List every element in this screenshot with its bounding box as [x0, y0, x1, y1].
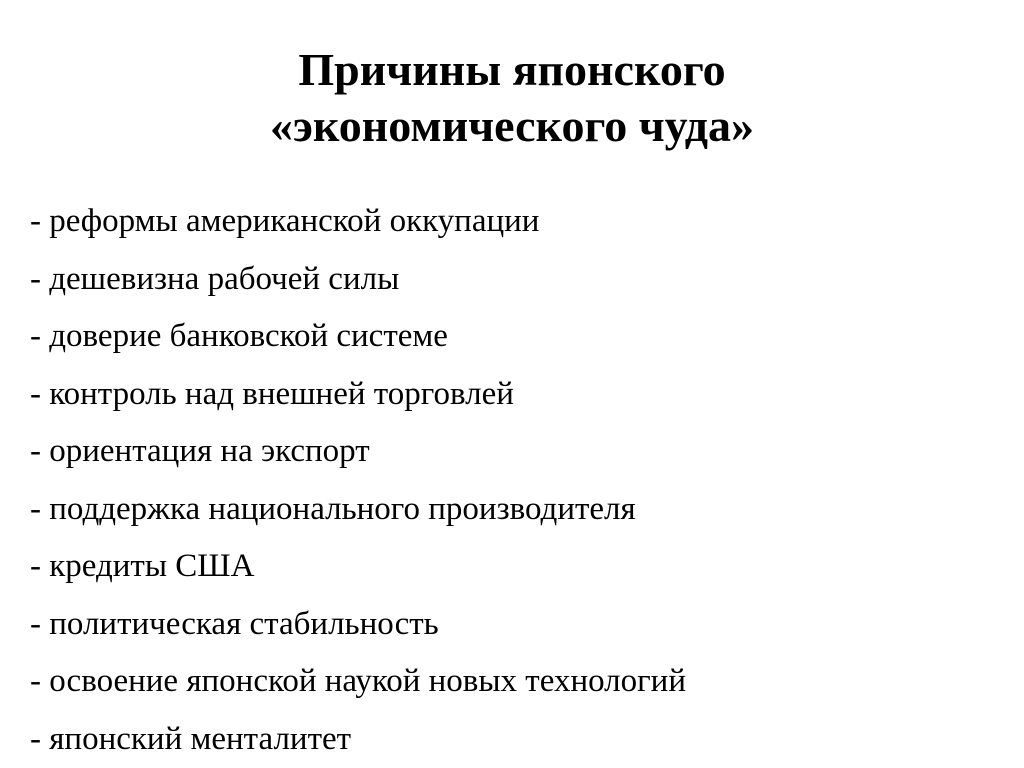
page-title [0, 42, 1024, 154]
list-item: - политическая стабильность [30, 596, 686, 654]
list-item: - кредиты США [30, 538, 686, 596]
list-item: - освоение японской наукой новых технологий [30, 653, 686, 711]
reasons-list [30, 193, 686, 768]
list-item: - контроль над внешней торговлей [30, 366, 686, 424]
list-item: - доверие банковской системе [30, 308, 686, 366]
list-item: - дешевизна рабочей силы [30, 251, 686, 309]
list-item: - ориентация на экспорт [30, 423, 686, 481]
list-item: - поддержка национального производителя [30, 481, 686, 539]
title-line-2: «экономического чуда» [0, 98, 1024, 154]
list-item: - реформы американской оккупации [30, 193, 686, 251]
list-item: - японский менталитет [30, 711, 686, 768]
title-line-1: Причины японского [0, 42, 1024, 98]
